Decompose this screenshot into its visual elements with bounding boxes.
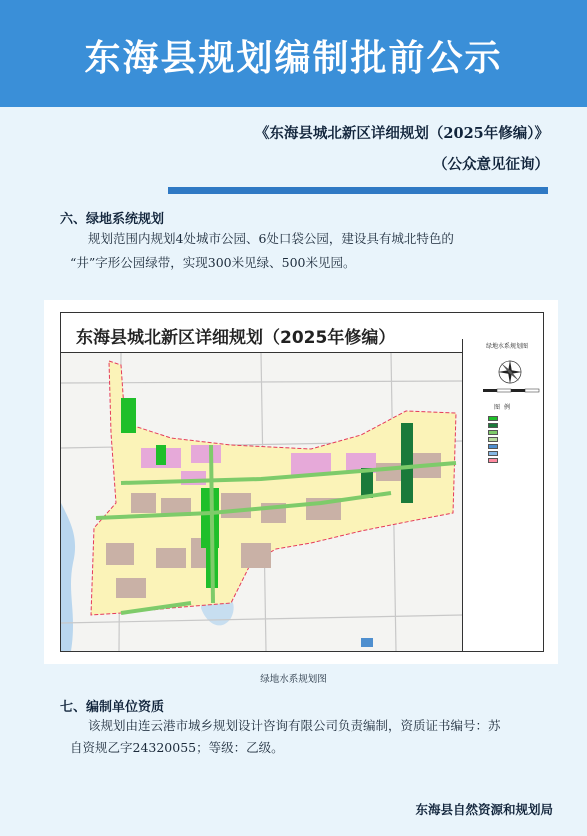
- map-title: 东海县城北新区详细规划（2025年修编）: [76, 328, 396, 348]
- section-6-line-1: 规划范围内规划4处城市公园、6处口袋公园，建设具有城北特色的: [88, 231, 454, 246]
- legend-swatch: [488, 437, 498, 442]
- section-7-line-2: 自资规乙字24320055；等级：乙级。: [70, 740, 284, 755]
- legend-swatch: [488, 430, 498, 435]
- map-panel-name: 绿地水系规划图: [486, 343, 529, 350]
- section-7-heading: 七、编制单位资质: [60, 700, 165, 715]
- document-title: 《东海县城北新区详细规划（2025年修编）》: [254, 125, 549, 142]
- legend-swatch: [488, 451, 498, 456]
- section-6-line-2: “井”字形公园绿带，实现300米见绿、500米见园。: [70, 255, 356, 270]
- page-title: 东海县规划编制批前公示: [84, 38, 503, 79]
- issuing-organization: 东海县自然资源和规划局: [415, 802, 553, 817]
- map-caption: 绿地水系规划图: [260, 674, 327, 685]
- legend-swatch: [488, 444, 498, 449]
- legend-swatch: [488, 423, 498, 428]
- section-7-line-1: 该规划由连云港市城乡规划设计咨询有限公司负责编制，资质证书编号：苏: [88, 718, 501, 733]
- map-drawing: [61, 353, 462, 651]
- document-subtitle: （公众意见征询）: [433, 156, 549, 173]
- section-6-heading: 六、绿地系统规划: [60, 212, 165, 227]
- header-banner: [0, 0, 587, 107]
- compass-icon: [496, 358, 524, 386]
- title-divider: [168, 187, 548, 194]
- legend-heading: 图例: [494, 404, 515, 411]
- scale-bar: [482, 388, 540, 396]
- legend-swatch: [488, 458, 498, 463]
- legend-swatch: [488, 416, 498, 421]
